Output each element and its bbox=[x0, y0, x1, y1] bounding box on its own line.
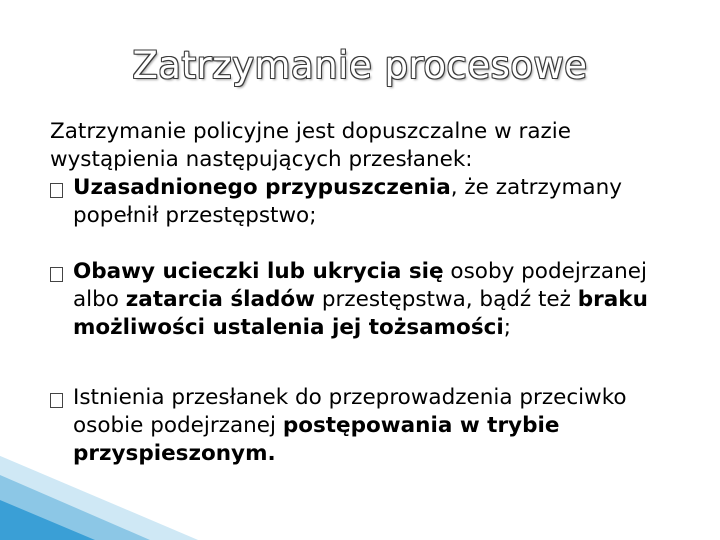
slide-title: Zatrzymanie procesowe bbox=[132, 44, 588, 87]
bullet-2-text-2: przestępstwa, bądź też bbox=[315, 287, 578, 312]
bullet-2-text-1: osoby podejrzanej albo bbox=[73, 259, 647, 312]
bullet-2-bold-3: braku możliwości ustalenia jej tożsamości bbox=[73, 287, 648, 340]
bullet-1-text: , że zatrzymany popełnił przestępstwo; bbox=[73, 175, 622, 228]
bullet-item-1 bbox=[50, 174, 690, 230]
checkbox-bullet-icon bbox=[50, 393, 63, 408]
bullet-3-text: Istnienia przesłanek do przeprowadzenia przeciwko osobie podejrzanej bbox=[73, 385, 627, 438]
bullet-1-bold: Uzasadnionego przypuszczenia bbox=[73, 175, 451, 200]
slide-body bbox=[50, 118, 690, 468]
decorative-corner-shape bbox=[0, 455, 200, 540]
intro-paragraph: Zatrzymanie policyjne jest dopuszczalne w razie wystąpienia następujących przesłanek: bbox=[50, 119, 572, 172]
bullet-item-2 bbox=[50, 258, 690, 342]
checkbox-bullet-icon bbox=[50, 267, 63, 282]
bullet-2-bold-1: Obawy ucieczki lub ukrycia się bbox=[73, 259, 444, 284]
bullet-2-bold-2: zatarcia śladów bbox=[125, 287, 316, 312]
bullet-2-text-3: ; bbox=[503, 315, 511, 340]
bullet-3-bold: postępowania w trybie przyspieszonym. bbox=[73, 413, 560, 466]
checkbox-bullet-icon bbox=[50, 183, 63, 198]
